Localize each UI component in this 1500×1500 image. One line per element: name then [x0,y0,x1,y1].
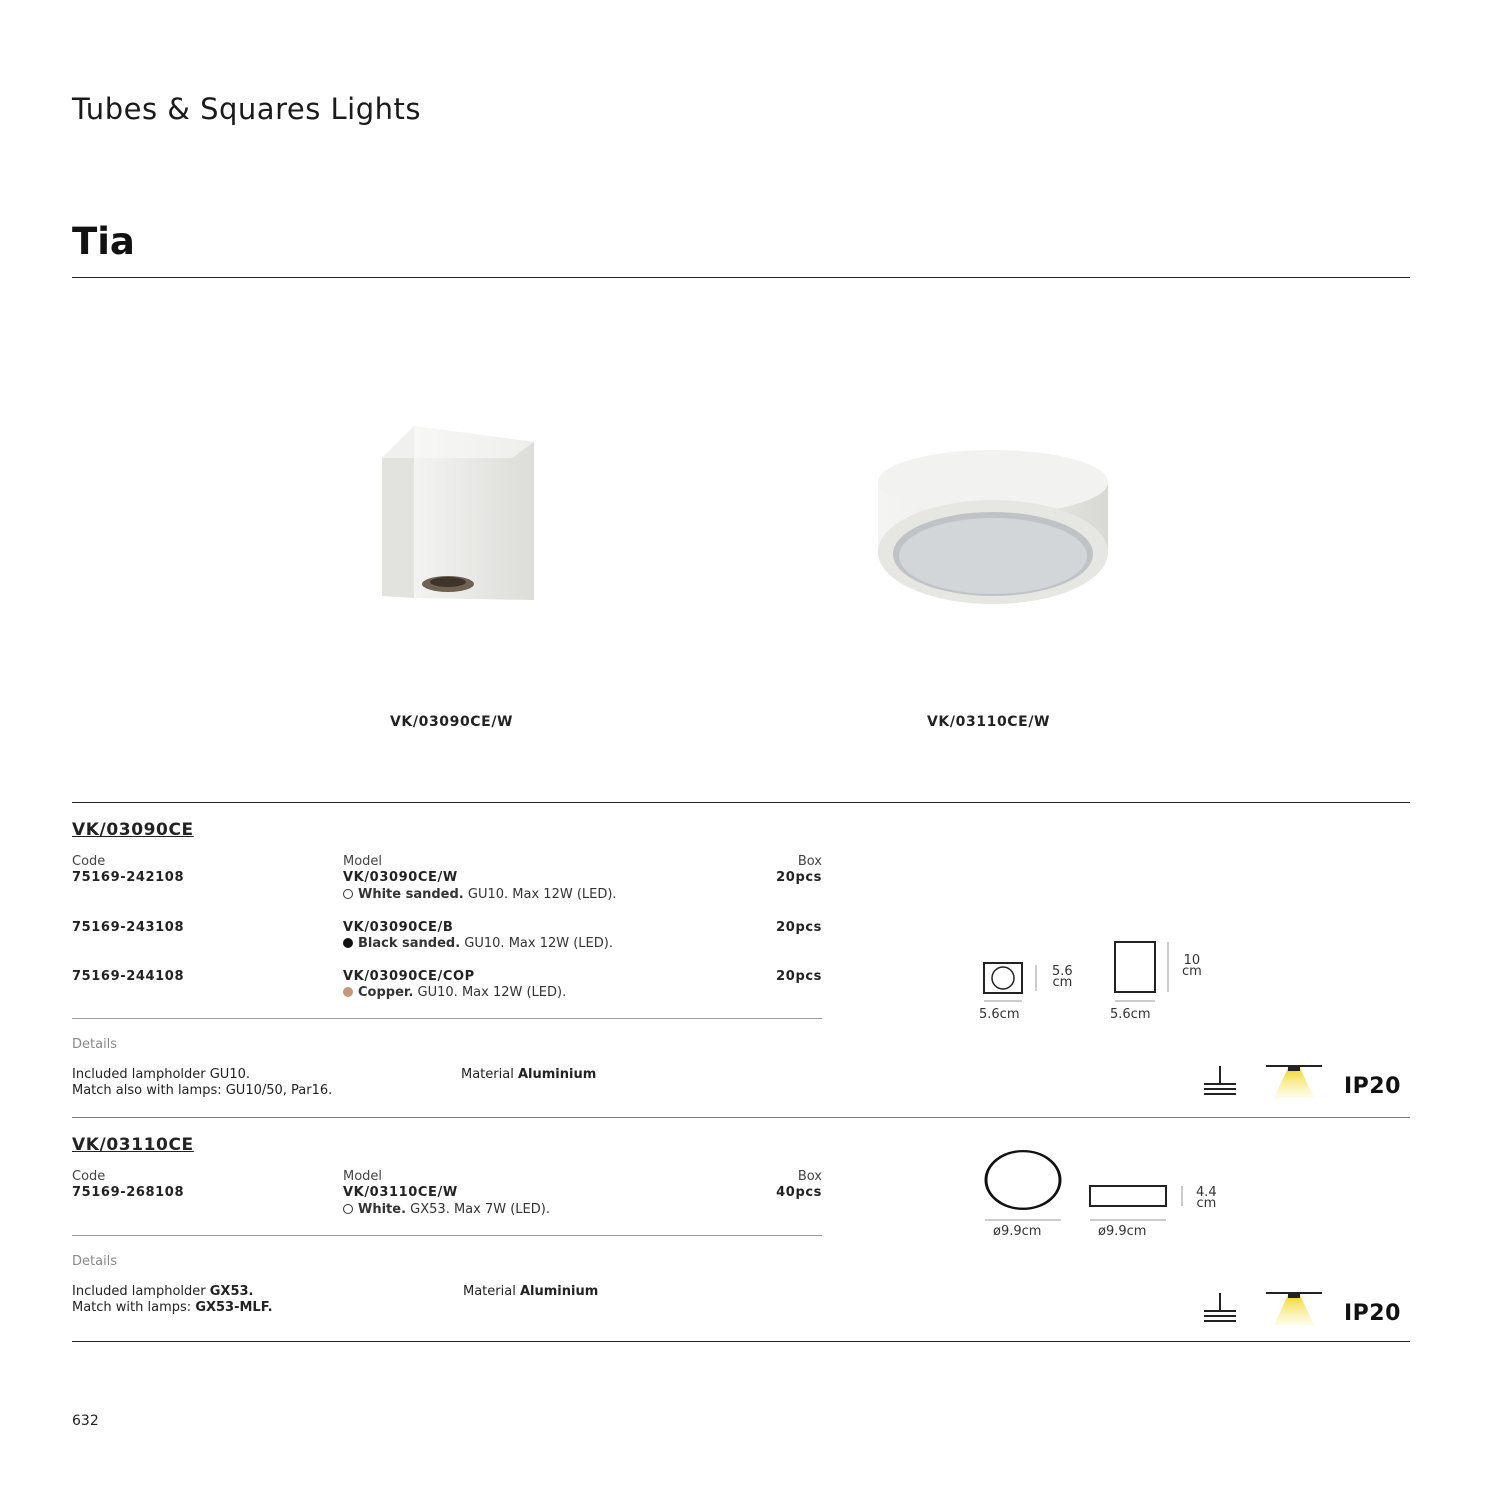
front-diameter-label: ø9.9cm [993,1224,1042,1239]
model-header: Model [343,1169,383,1184]
ip-rating: IP20 [1344,1301,1401,1326]
details-text: Included lampholder GU10. Match also with lamps: GU10/50, Par16. [72,1067,333,1098]
front-dimension-drawing [980,1148,1066,1224]
code-header: Code [72,1169,106,1184]
product-image-round [868,440,1118,620]
earth-ground-icon [1200,1291,1240,1325]
side-height-label: 4.4 cm [1196,1185,1217,1211]
product-description: White. GX53. Max 7W (LED). [343,1202,550,1217]
details-label: Details [72,1254,118,1269]
ip-rating: IP20 [1344,1074,1401,1099]
footer-divider [72,1341,1410,1342]
product-model: VK/03090CE/W [343,870,458,885]
details-label: Details [72,1037,118,1052]
product-model: VK/03090CE/COP [343,969,475,984]
family-title: Tia [72,220,135,263]
side-height-label: 10 cm [1182,953,1202,979]
box-quantity: 20pcs [776,969,822,984]
product-code: 75169-243108 [72,920,185,935]
finish-swatch-copper [343,987,353,997]
section-divider [72,1117,1410,1118]
finish-swatch-white [343,889,353,899]
product-description: Black sanded. GU10. Max 12W (LED). [343,936,613,951]
front-width-label: 5.6cm [979,1007,1020,1022]
front-dimension-drawing [978,955,1058,1005]
table-divider [72,1235,822,1236]
box-quantity: 20pcs [776,870,822,885]
product-image-square [370,420,550,615]
material-info: Material Aluminium [463,1284,599,1299]
category-title: Tubes & Squares Lights [72,92,422,126]
material-info: Material Aluminium [461,1067,597,1082]
section-title-vk03090ce: VK/03090CE [72,820,194,840]
product-image-label: VK/03090CE/W [390,714,514,730]
light-beam-icon [1264,1062,1324,1102]
finish-swatch-white [343,1204,353,1214]
box-quantity: 40pcs [776,1185,822,1200]
product-code: 75169-244108 [72,969,185,984]
side-width-label: 5.6cm [1110,1007,1151,1022]
earth-ground-icon [1200,1064,1240,1098]
model-header: Model [343,854,383,869]
side-dimension-drawing [1086,1180,1186,1224]
code-header: Code [72,854,106,869]
section-divider [72,802,1410,803]
box-quantity: 20pcs [776,920,822,935]
product-code: 75169-242108 [72,870,185,885]
product-description: White sanded. GU10. Max 12W (LED). [343,887,617,902]
table-divider [72,1018,822,1019]
product-model: VK/03090CE/B [343,920,454,935]
product-image-label: VK/03110CE/W [927,714,1051,730]
product-code: 75169-268108 [72,1185,185,1200]
light-beam-icon [1264,1289,1324,1329]
section-title-vk03110ce: VK/03110CE [72,1135,194,1155]
header-divider [72,277,1410,278]
details-text: Included lampholder GX53. Match with lamps: GX53-MLF. [72,1284,273,1315]
product-model: VK/03110CE/W [343,1185,458,1200]
box-header: Box [797,854,822,869]
box-header: Box [797,1169,822,1184]
finish-swatch-black [343,938,353,948]
side-width-label: ø9.9cm [1098,1224,1147,1239]
product-description: Copper. GU10. Max 12W (LED). [343,985,566,1000]
front-height-label: 5.6 cm [1052,964,1073,990]
side-dimension-drawing [1108,936,1178,1006]
page-number: 632 [72,1413,99,1429]
